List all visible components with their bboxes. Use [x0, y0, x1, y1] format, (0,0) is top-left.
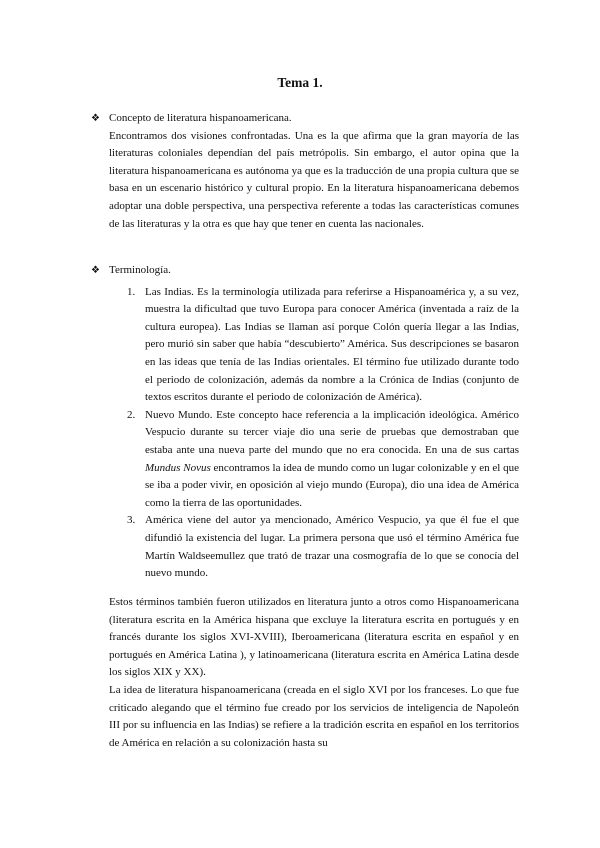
section-heading — [91, 262, 519, 280]
section-paragraph: Encontramos dos visiones confrontadas. Una es la que afirma que la gran mayoría de las literaturas coloniales dependían del país metrópolis. Sin embargo, el autor opina que la literatura hispanoamericana es autónoma ya que es la traducción de una propia cultura que se basa en un escenario histórico y cultural propio. En la literatura hispanoamericana debemos adoptar una doble perspectiva, una perspectiva referente a todas las características comunes de las literaturas y la otra es que hay que tener en cuenta las nacionales. — [109, 129, 519, 230]
terminology-list — [91, 284, 519, 583]
list-item-number: 2. — [127, 408, 136, 421]
diamond-bullet-icon: ❖ — [91, 265, 100, 276]
body-paragraph: La idea de literatura hispanoamericana (creada en el siglo XVI por los franceses. Lo que fue criticado alegando que el término fue creado por los servicios de inteligencia de Napoleón III por su influencia en las Indias) se refiere a la tradición escrita en español en los territorios de América en relación a su colonización hasta su — [109, 683, 519, 749]
list-item-number: 1. — [127, 285, 136, 298]
list-item-text: Las Indias. Es la terminología utilizada para referirse a Hispanoamérica y, a su vez, muestra la dificultad que tuvo Europa para conocer América (inventada a raíz de la cultura europea). Las Indias se llaman así porque Colón quería llegar a las Indias, pero murió sin saber que había “descubierto” América. Sus descripciones se basaron en las ideas que tenía de las Indias orientales. El término fue utilizado durante todo el periodo de colonización, además da nombre a la Crónica de Indias (conjunto de textos escritos durante el periodo de colonización de América). — [145, 285, 519, 404]
italic-title: Mundus Novus — [145, 461, 211, 474]
list-item — [127, 284, 519, 407]
section-heading-text: Terminología. — [109, 264, 171, 276]
list-item — [127, 512, 519, 582]
body-text — [109, 594, 519, 752]
list-item — [127, 407, 519, 513]
list-item-text: Nuevo Mundo. Este concepto hace referencia a la implicación ideológica. Américo Vespucio durante su tercer viaje dio una serie de pruebas que demostraban que estaba ante una nueva parte del mundo que no era conocida. En una de sus cartas Mundus Novus encontramos la idea de mundo como un lugar colonizable y en el que se iba a poder vivir, en oposición al viejo mundo (Europa), dio una idea de América como la tierra de las oportunidades. — [145, 408, 519, 509]
page-title: Tema 1. — [277, 75, 323, 90]
list-item-text: América viene del autor ya mencionado, Américo Vespucio, ya que él fue el que difundió la existencia del lugar. La primera persona que usó el término América fue Martín Waldseemullez que trató de trazar una cosmografía de lo que se conocía del nuevo mundo. — [145, 514, 519, 580]
body-paragraph: Estos términos también fueron utilizados en literatura junto a otros como Hispanoamericana (literatura escrita en la América hispana que excluye la literatura escrita en portugués y en francés durante los siglos XVI-XVIII), Iberoamericana (literatura escrita en español y en portugués en América Latina ), y latinoamericana (literatura escrita en América Latina desde los siglos XIX y XX). — [109, 596, 519, 679]
section-heading — [91, 110, 519, 128]
section-concepto — [91, 110, 519, 233]
diamond-bullet-icon: ❖ — [91, 113, 100, 124]
list-item-number: 3. — [127, 514, 136, 527]
section-heading-text: Concepto de literatura hispanoamericana. — [109, 112, 292, 124]
section-terminologia — [91, 262, 519, 583]
